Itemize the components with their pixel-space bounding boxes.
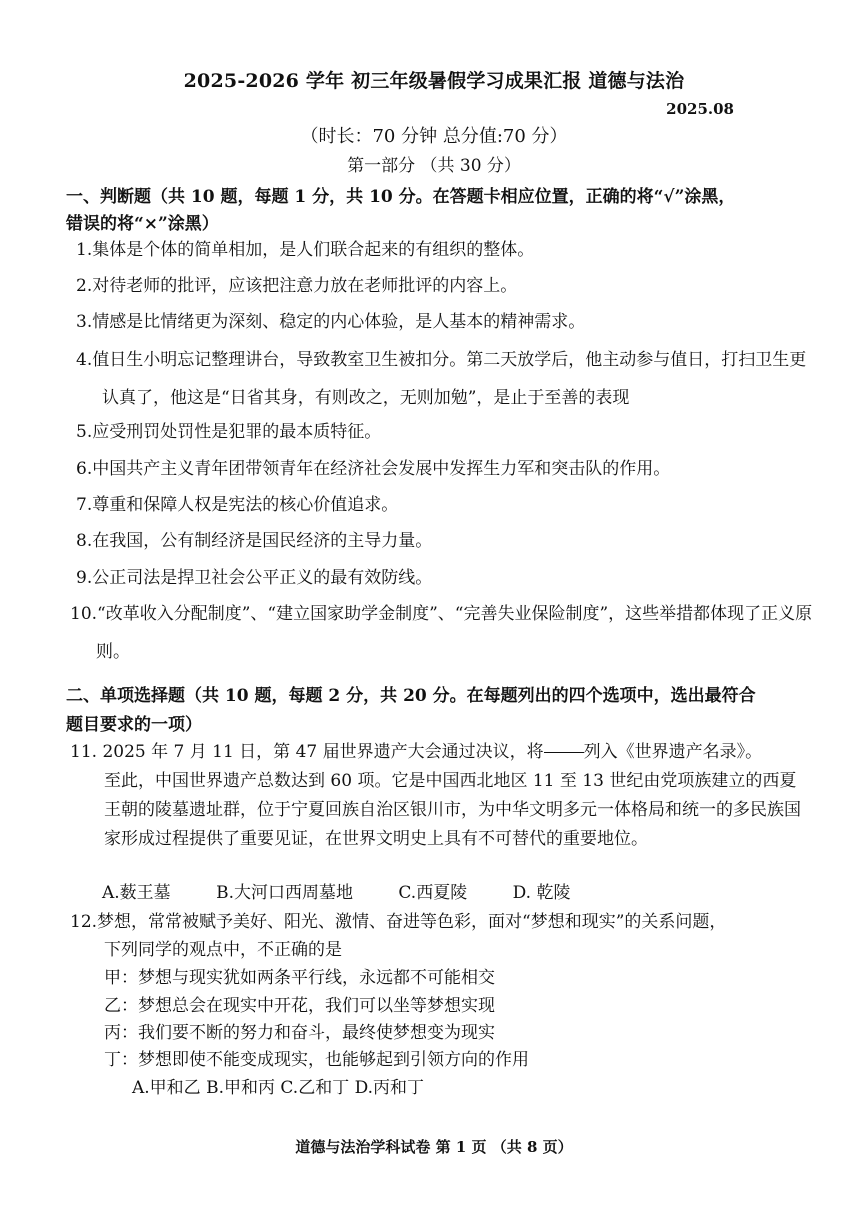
section2-heading-line1: 二、单项选择题（共 10 题，每题 2 分，共 20 分。在每题列出的四个选项中，选出最符合 [66,686,756,706]
exam-duration: （时长：70 分钟 总分值:70 分） [300,126,568,147]
judge-question-5: 5.应受刑罚处罚性是犯罪的最本质特征。 [76,422,382,442]
judge-question-6: 6.中国共产主义青年团带领青年在经济社会发展中发挥生力军和突击队的作用。 [76,459,671,479]
q11-stem-before: 11. 2025 年 7 月 11 日，第 47 届世界遗产大会通过决议，将 [70,742,544,762]
judge-question-4: 4.值日生小明忘记整理讲台，导致教室卫生被扣分。第二天放学后，他主动参与值日，打扫卫生更认真了，他这是“日省其身，有则改之，无则加勉”，是止于至善的表现 [76,350,807,408]
page-footer: 道德与法治学科试卷 第 1 页 （共 8 页） [295,1138,573,1156]
exam-title: 2025-2026 学年 初三年级暑假学习成果汇报 道德与法治 [183,70,685,92]
part-heading: 第一部分 （共 30 分） [347,156,521,176]
q11-option-d: D. 乾陵 [512,883,571,903]
judge-question-8: 8.在我国，公有制经济是国民经济的主导力量。 [76,531,433,551]
q12-statement-jia: 甲：梦想与现实犹如两条平行线，永远都不可能相交 [104,968,495,988]
q11-body: 至此，中国世界遗产总数达到 60 项。它是中国西北地区 11 至 13 世纪由党项族建立的西夏王朝的陵墓遗址群，位于宁夏回族自治区银川市，为中华文明多元一体格局和统一的多民族国家形成过程提供了重要见证，在世界文明史上具有不可替代的重要地位。 [104,771,801,849]
q12-stem-line1: 12.梦想，常常被赋予美好、阳光、激情、奋进等色彩，面对“梦想和现实”的关系问题， [70,912,727,932]
judge-question-10: 10.“改革收入分配制度”、“建立国家助学金制度”、“完善失业保险制度”，这些举措都体现了正义原则。 [70,604,813,662]
q11-option-c: C.西夏陵 [398,883,468,903]
section1-heading-line1: 一、判断题（共 10 题，每题 1 分，共 10 分。在答题卡相应位置，正确的将“√”涂黑， [66,187,736,207]
q12-stem-line2: 下列同学的观点中，不正确的是 [104,940,342,960]
q12-statement-yi: 乙：梦想总会在现实中开花，我们可以坐等梦想实现 [104,996,495,1016]
choice-question-11 [70,738,810,854]
q12-statement-ding: 丁：梦想即使不能变成现实，也能够起到引领方向的作用 [104,1050,529,1070]
q12-options: A.甲和乙 B.甲和丙 C.乙和丁 D.丙和丁 [132,1078,425,1098]
q11-blank [544,752,584,753]
section2-heading-line2: 题目要求的一项） [66,715,202,735]
exam-date: 2025.08 [666,100,734,118]
q11-option-b: B.大河口西周墓地 [216,883,353,903]
q12-statement-bing: 丙：我们要不断的努力和奋斗，最终使梦想变为现实 [104,1023,495,1043]
q11-option-a: A.薮王墓 [102,883,171,903]
section1-heading-line2: 错误的将“×”涂黑） [66,214,219,234]
judge-question-1: 1.集体是个体的简单相加，是人们联合起来的有组织的整体。 [76,240,535,260]
q11-options [102,878,610,903]
judge-question-9: 9.公正司法是捍卫社会公平正义的最有效防线。 [76,568,433,588]
judge-question-3: 3.情感是比情绪更为深刻、稳定的内心体验，是人基本的精神需求。 [76,312,586,332]
judge-question-2: 2.对待老师的批评，应该把注意力放在老师批评的内容上。 [76,276,518,296]
judge-question-7: 7.尊重和保障人权是宪法的核心价值追求。 [76,495,399,515]
q11-stem-after: 列入《世界遗产名录》。 [583,742,763,762]
q11-stem [70,738,810,767]
